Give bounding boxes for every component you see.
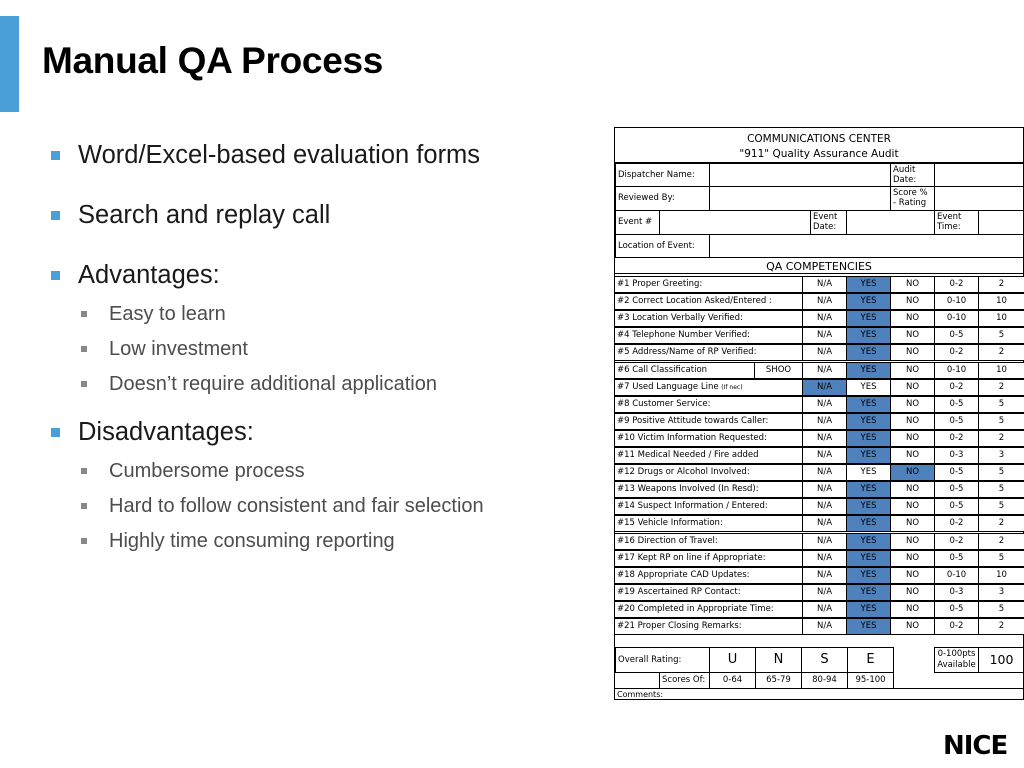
competency-label: #14 Suspect Information / Entered:	[617, 501, 768, 512]
event-number-label: Event #	[615, 210, 660, 235]
max-score: 5	[978, 396, 1024, 413]
score-range: 0-5	[934, 464, 979, 481]
option-yes[interactable]: YES	[846, 618, 891, 635]
option-na[interactable]: N/A	[802, 464, 847, 481]
option-yes[interactable]: YES	[846, 310, 891, 327]
score-range: 0-2	[934, 344, 979, 361]
option-na[interactable]: N/A	[802, 430, 847, 447]
competency-row	[615, 396, 1024, 413]
scores-of-label: Scores Of:	[659, 672, 710, 689]
form-header	[615, 128, 1023, 163]
option-na[interactable]: N/A	[802, 618, 847, 635]
option-no[interactable]: NO	[890, 464, 935, 481]
sub-bullet-item: Easy to learn	[48, 300, 608, 328]
competency-note: (If nec)	[721, 383, 743, 391]
competencies-title: QA COMPETENCIES	[615, 257, 1023, 274]
max-score: 10	[978, 362, 1024, 379]
competency-label: #11 Medical Needed / Fire added	[617, 450, 759, 460]
option-yes[interactable]: YES	[846, 515, 891, 532]
competency-row	[615, 379, 1024, 396]
competency-label: #19 Ascertained RP Contact:	[617, 586, 741, 597]
max-score: 5	[978, 601, 1024, 618]
event-time-label: Event Time:	[934, 210, 979, 235]
max-score: 10	[978, 310, 1024, 327]
option-no[interactable]: NO	[890, 327, 935, 344]
competency-label: #4 Telephone Number Verified:	[617, 330, 751, 341]
score-range: 0-2	[934, 379, 979, 396]
score-range-u: 0-64	[709, 672, 756, 689]
score-rating-field[interactable]	[934, 186, 1024, 211]
option-yes[interactable]: YES	[846, 344, 891, 361]
max-score: 5	[978, 464, 1024, 481]
option-no[interactable]: NO	[890, 481, 935, 498]
event-date-label: Event Date:	[810, 210, 847, 235]
option-na[interactable]: N/A	[802, 567, 847, 584]
option-no[interactable]: NO	[890, 567, 935, 584]
option-na[interactable]: N/A	[802, 447, 847, 464]
score-range: 0-5	[934, 601, 979, 618]
max-score: 2	[978, 276, 1024, 293]
competency-row	[615, 567, 1024, 584]
score-range: 0-2	[934, 618, 979, 635]
competency-label: #1 Proper Greeting:	[617, 279, 703, 289]
overall-rating-label: Overall Rating:	[615, 647, 710, 673]
competency-label: #12 Drugs or Alcohol Involved:	[617, 467, 750, 478]
option-yes[interactable]: YES	[846, 498, 891, 515]
score-range: 0-5	[934, 498, 979, 515]
competency-label: #10 Victim Information Requested:	[617, 432, 767, 443]
option-no[interactable]: NO	[890, 533, 935, 550]
competency-label: #2 Correct Location Asked/Entered :	[617, 296, 772, 307]
max-score: 10	[978, 567, 1024, 584]
option-no[interactable]: NO	[890, 310, 935, 327]
competency-label: #6 Call Classification	[617, 364, 708, 375]
option-na[interactable]: N/A	[802, 481, 847, 498]
option-yes[interactable]: YES	[846, 567, 891, 584]
max-score: 5	[978, 498, 1024, 515]
competency-label: #8 Customer Service:	[617, 398, 711, 409]
bullet-item: Advantages:	[48, 258, 608, 292]
option-no[interactable]: NO	[890, 515, 935, 532]
option-yes[interactable]: YES	[846, 276, 891, 293]
competency-label: #21 Proper Closing Remarks:	[617, 621, 742, 631]
option-yes[interactable]: YES	[846, 601, 891, 618]
score-range-n: 65-79	[755, 672, 802, 689]
max-score: 3	[978, 447, 1024, 464]
competency-row	[615, 550, 1024, 567]
reviewed-by-label: Reviewed By:	[615, 186, 710, 211]
competency-label: #9 Positive Attitude towards Caller:	[617, 415, 769, 426]
option-no[interactable]: NO	[890, 430, 935, 447]
competency-label: #18 Appropriate CAD Updates:	[617, 569, 750, 580]
score-range: 0-5	[934, 327, 979, 344]
sub-bullet-item: Doesn’t require additional application	[48, 370, 608, 398]
option-yes[interactable]: YES	[846, 550, 891, 567]
score-range: 0-5	[934, 550, 979, 567]
location-label: Location of Event:	[615, 234, 710, 258]
option-na[interactable]: N/A	[802, 413, 847, 430]
score-range: 0-10	[934, 310, 979, 327]
score-range: 0-3	[934, 447, 979, 464]
max-score: 2	[978, 344, 1024, 361]
competency-row	[615, 310, 1024, 327]
option-yes[interactable]: YES	[846, 327, 891, 344]
competency-row	[615, 533, 1024, 550]
call-classification-value[interactable]: SHOO	[754, 362, 803, 379]
score-range-s: 80-94	[801, 672, 848, 689]
points-available-label: 0-100pts Available	[934, 647, 979, 673]
competency-row	[615, 413, 1024, 430]
sub-bullet-item: Low investment	[48, 335, 608, 363]
score-range-e: 95-100	[847, 672, 894, 689]
event-time-field[interactable]	[978, 210, 1024, 235]
score-range: 0-3	[934, 584, 979, 601]
option-no[interactable]: NO	[890, 379, 935, 396]
competency-row	[615, 515, 1024, 532]
event-number-field[interactable]	[659, 210, 811, 235]
qa-audit-form	[614, 127, 1024, 700]
max-score: 2	[978, 379, 1024, 396]
option-yes[interactable]: YES	[846, 413, 891, 430]
form-header-line2: "911" Quality Assurance Audit	[739, 148, 899, 160]
score-range: 0-2	[934, 276, 979, 293]
audit-date-label: Audit Date:	[890, 163, 935, 187]
score-range: 0-10	[934, 293, 979, 310]
option-no[interactable]: NO	[890, 276, 935, 293]
competency-row	[615, 584, 1024, 601]
option-na[interactable]: N/A	[802, 515, 847, 532]
competency-label: #16 Direction of Travel:	[617, 535, 718, 546]
competency-row	[615, 447, 1024, 464]
option-no[interactable]: NO	[890, 447, 935, 464]
bullet-item: Word/Excel-based evaluation forms	[48, 138, 608, 172]
score-range: 0-2	[934, 515, 979, 532]
rating-u[interactable]: U	[709, 647, 756, 673]
competency-row	[615, 464, 1024, 481]
competency-row	[615, 344, 1024, 361]
competency-row	[615, 362, 1024, 379]
max-score: 2	[978, 430, 1024, 447]
option-no[interactable]: NO	[890, 344, 935, 361]
score-rating-label: Score % - Rating	[890, 186, 935, 211]
option-na[interactable]: N/A	[802, 379, 847, 396]
max-score: 5	[978, 327, 1024, 344]
accent-bar	[0, 16, 19, 112]
option-no[interactable]: NO	[890, 498, 935, 515]
competency-row	[615, 327, 1024, 344]
option-no[interactable]: NO	[890, 396, 935, 413]
bullet-item: Search and replay call	[48, 198, 608, 232]
competency-row	[615, 276, 1024, 293]
competency-label: #5 Address/Name of RP Verified:	[617, 347, 757, 358]
score-range: 0-5	[934, 481, 979, 498]
option-no[interactable]: NO	[890, 584, 935, 601]
competency-label: #20 Completed in Appropriate Time:	[617, 603, 774, 614]
score-range: 0-10	[934, 567, 979, 584]
max-score: 5	[978, 413, 1024, 430]
max-score: 3	[978, 584, 1024, 601]
comments-label: Comments:	[615, 688, 1024, 701]
competency-label: #17 Kept RP on line if Appropriate:	[617, 552, 766, 563]
reviewed-by-field[interactable]	[709, 186, 891, 211]
competency-row	[615, 430, 1024, 447]
option-yes[interactable]: YES	[846, 396, 891, 413]
bullet-list	[48, 138, 608, 555]
competency-row	[615, 498, 1024, 515]
score-range: 0-5	[934, 413, 979, 430]
option-yes[interactable]: YES	[846, 379, 891, 396]
competency-label: #15 Vehicle Information:	[617, 518, 723, 529]
option-na[interactable]: N/A	[802, 310, 847, 327]
total-points: 100	[978, 647, 1024, 673]
option-no[interactable]: NO	[890, 601, 935, 618]
competency-label-wrap	[617, 380, 743, 395]
option-na[interactable]: N/A	[802, 601, 847, 618]
bullet-item: Disadvantages:	[48, 415, 608, 449]
sub-bullet-item: Cumbersome process	[48, 457, 608, 485]
audit-date-field[interactable]	[934, 163, 1024, 187]
option-yes[interactable]: YES	[846, 293, 891, 310]
score-range: 0-5	[934, 396, 979, 413]
option-yes[interactable]: YES	[846, 464, 891, 481]
option-no[interactable]: NO	[890, 550, 935, 567]
max-score: 5	[978, 550, 1024, 567]
option-na[interactable]: N/A	[802, 533, 847, 550]
competency-row	[615, 601, 1024, 618]
option-na[interactable]: N/A	[802, 344, 847, 361]
nice-logo: NICE	[943, 731, 1008, 761]
option-na[interactable]: N/A	[802, 327, 847, 344]
sub-bullet-item: Hard to follow consistent and fair selection	[48, 492, 608, 520]
competency-label: #3 Location Verbally Verified:	[617, 313, 743, 324]
sub-bullet-item: Highly time consuming reporting	[48, 527, 608, 555]
rating-e[interactable]: E	[847, 647, 894, 673]
competency-label: #13 Weapons Involved (In Resd):	[617, 484, 759, 495]
option-yes[interactable]: YES	[846, 447, 891, 464]
max-score: 2	[978, 515, 1024, 532]
competency-row	[615, 481, 1024, 498]
option-na[interactable]: N/A	[802, 362, 847, 379]
option-no[interactable]: NO	[890, 293, 935, 310]
rating-n[interactable]: N	[755, 647, 802, 673]
dispatcher-name-label: Dispatcher Name:	[615, 163, 710, 187]
option-yes[interactable]: YES	[846, 533, 891, 550]
option-yes[interactable]: YES	[846, 430, 891, 447]
form-header-line1: COMMUNICATIONS CENTER	[747, 133, 891, 145]
max-score: 2	[978, 533, 1024, 550]
option-na[interactable]: N/A	[802, 584, 847, 601]
competency-label: #7 Used Language Line	[617, 381, 719, 392]
option-yes[interactable]: YES	[846, 584, 891, 601]
option-no[interactable]: NO	[890, 362, 935, 379]
max-score: 5	[978, 481, 1024, 498]
option-yes[interactable]: YES	[846, 481, 891, 498]
rating-s[interactable]: S	[801, 647, 848, 673]
event-date-field[interactable]	[846, 210, 935, 235]
dispatcher-name-field[interactable]	[709, 163, 891, 187]
competency-row	[615, 293, 1024, 310]
location-field[interactable]	[709, 234, 1024, 258]
option-na[interactable]: N/A	[802, 276, 847, 293]
option-na[interactable]: N/A	[802, 498, 847, 515]
option-no[interactable]: NO	[890, 618, 935, 635]
option-no[interactable]: NO	[890, 413, 935, 430]
slide-title: Manual QA Process	[42, 40, 384, 81]
score-range: 0-2	[934, 533, 979, 550]
competency-row	[615, 618, 1024, 635]
option-yes[interactable]: YES	[846, 362, 891, 379]
max-score: 10	[978, 293, 1024, 310]
option-na[interactable]: N/A	[802, 550, 847, 567]
score-range: 0-10	[934, 362, 979, 379]
option-na[interactable]: N/A	[802, 396, 847, 413]
score-range: 0-2	[934, 430, 979, 447]
option-na[interactable]: N/A	[802, 293, 847, 310]
max-score: 2	[978, 618, 1024, 635]
